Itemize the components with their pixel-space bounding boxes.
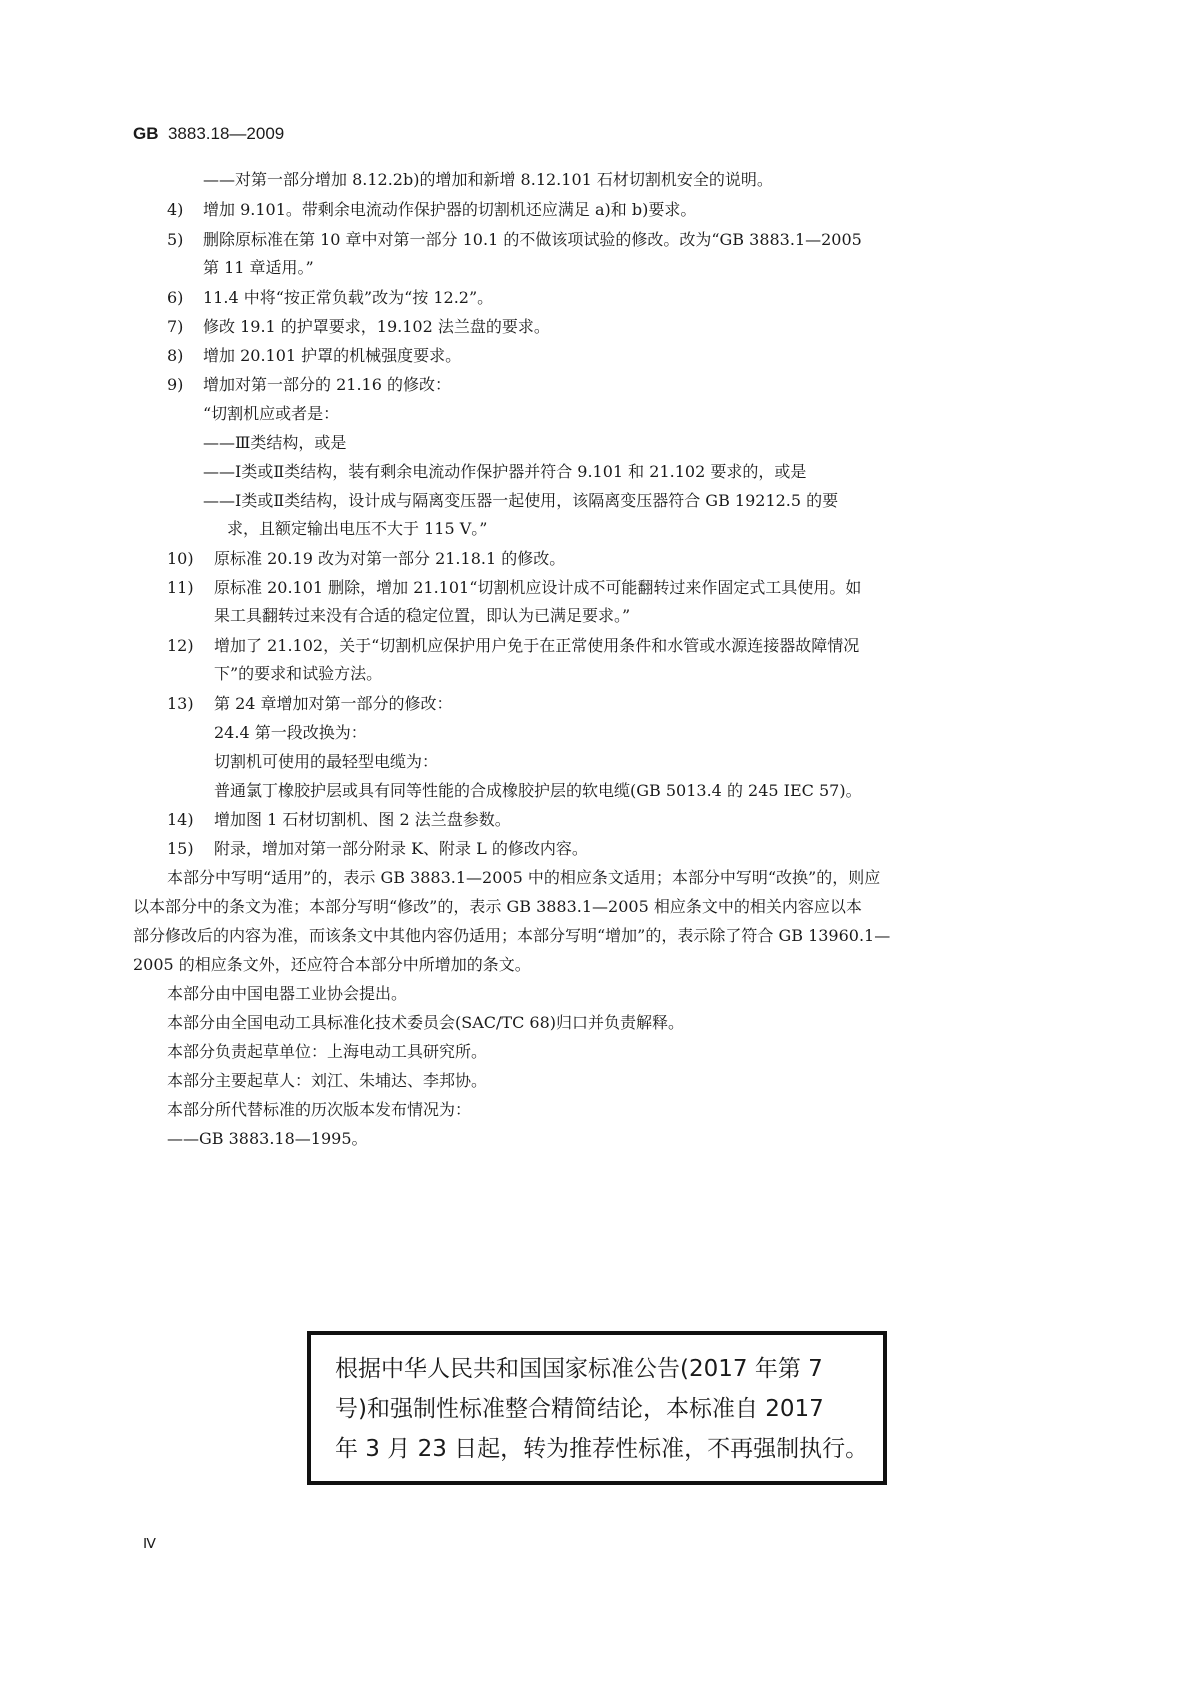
paragraph-line: 本部分主要起草人：刘江、朱埔达、李邦协。	[167, 1071, 488, 1090]
item-text: 普通氯丁橡胶护层或具有同等性能的合成橡胶护层的软电缆(GB 5013.4 的 245 IEC 57)。	[214, 781, 862, 800]
document-header	[133, 124, 284, 144]
item-text: 第 24 章增加对第一部分的修改：	[214, 694, 453, 713]
item-text: ——Ⅰ类或Ⅱ类结构，装有剩余电流动作保护器并符合 9.101 和 21.102 要求的，或是	[203, 462, 807, 481]
paragraph-line: 本部分由全国电动工具标准化技术委员会(SAC/TC 68)归口并负责解释。	[167, 1013, 684, 1032]
notice-line: 号)和强制性标准整合精简结论，本标准自 2017	[335, 1396, 824, 1422]
item-number: 4)	[167, 200, 184, 219]
item-text: 附录，增加对第一部分附录 K、附录 L 的修改内容。	[214, 839, 588, 858]
item-number: 5)	[167, 230, 184, 249]
item-number: 14)	[167, 810, 194, 829]
item-text: ——Ⅲ类结构，或是	[203, 433, 347, 452]
paragraph-line: 本部分中写明“适用”的，表示 GB 3883.1—2005 中的相应条文适用；本部分中写明“改换”的，则应	[167, 868, 881, 887]
notice-box	[307, 1331, 887, 1485]
item-number: 10)	[167, 549, 194, 568]
item-text: 11.4 中将“按正常负载”改为“按 12.2”。	[203, 288, 494, 307]
item-number: 6)	[167, 288, 184, 307]
item-text: 修改 19.1 的护罩要求，19.102 法兰盘的要求。	[203, 317, 550, 336]
item-text: 果工具翻转过来没有合适的稳定位置，即认为已满足要求。”	[214, 606, 631, 625]
item-number: 13)	[167, 694, 194, 713]
paragraph-line: 以本部分中的条文为准；本部分写明“修改”的，表示 GB 3883.1—2005 相应条文中的相关内容应以本	[133, 897, 862, 916]
item-number: 7)	[167, 317, 184, 336]
page-number: Ⅳ	[143, 1537, 156, 1552]
text-line: ——对第一部分增加 8.12.2b)的增加和新增 8.12.101 石材切割机安全的说明。	[203, 170, 773, 189]
item-text: 增加图 1 石材切割机、图 2 法兰盘参数。	[214, 810, 511, 829]
item-number: 9)	[167, 375, 184, 394]
item-number: 8)	[167, 346, 184, 365]
paragraph-line: 2005 的相应条文外，还应符合本部分中所增加的条文。	[133, 955, 531, 974]
paragraph-line: ——GB 3883.18—1995。	[167, 1129, 368, 1148]
standard-code: GB	[133, 124, 159, 143]
paragraph-line: 本部分所代替标准的历次版本发布情况为：	[167, 1100, 472, 1119]
item-text: 求，且额定输出电压不大于 115 V。”	[227, 519, 488, 538]
paragraph-line: 本部分负责起草单位：上海电动工具研究所。	[167, 1042, 488, 1061]
item-number: 15)	[167, 839, 194, 858]
item-text: 第 11 章适用。”	[203, 258, 314, 277]
item-text: 原标准 20.19 改为对第一部分 21.18.1 的修改。	[214, 549, 566, 568]
item-text: 增加了 21.102，关于“切割机应保护用户免于在正常使用条件和水管或水源连接器故障情况	[214, 636, 860, 655]
item-text: ——Ⅰ类或Ⅱ类结构，设计成与隔离变压器一起使用，该隔离变压器符合 GB 19212.5 的要	[203, 491, 839, 510]
item-text: “切割机应或者是：	[203, 404, 340, 423]
item-text: 下”的要求和试验方法。	[214, 664, 383, 683]
notice-line: 根据中华人民共和国国家标准公告(2017 年第 7	[335, 1356, 823, 1382]
standard-number: 3883.18—2009	[167, 124, 285, 143]
item-text: 24.4 第一段改换为：	[214, 723, 367, 742]
paragraph-line: 部分修改后的内容为准，而该条文中其他内容仍适用；本部分写明“增加”的，表示除了符合 GB 13960.1—	[133, 926, 891, 945]
item-number: 11)	[167, 578, 194, 597]
item-text: 删除原标准在第 10 章中对第一部分 10.1 的不做该项试验的修改。改为“GB 3883.1—2005	[203, 230, 862, 249]
item-text: 增加 9.101。带剩余电流动作保护器的切割机还应满足 a)和 b)要求。	[203, 200, 697, 219]
item-number: 12)	[167, 636, 194, 655]
item-text: 增加对第一部分的 21.16 的修改：	[203, 375, 451, 394]
item-text: 切割机可使用的最轻型电缆为：	[214, 752, 439, 771]
item-text: 原标准 20.101 删除，增加 21.101“切割机应设计成不可能翻转过来作固定式工具使用。如	[214, 578, 862, 597]
paragraph-line: 本部分由中国电器工业协会提出。	[167, 984, 408, 1003]
item-text: 增加 20.101 护罩的机械强度要求。	[203, 346, 462, 365]
notice-line: 年 3 月 23 日起，转为推荐性标准，不再强制执行。	[335, 1436, 869, 1462]
